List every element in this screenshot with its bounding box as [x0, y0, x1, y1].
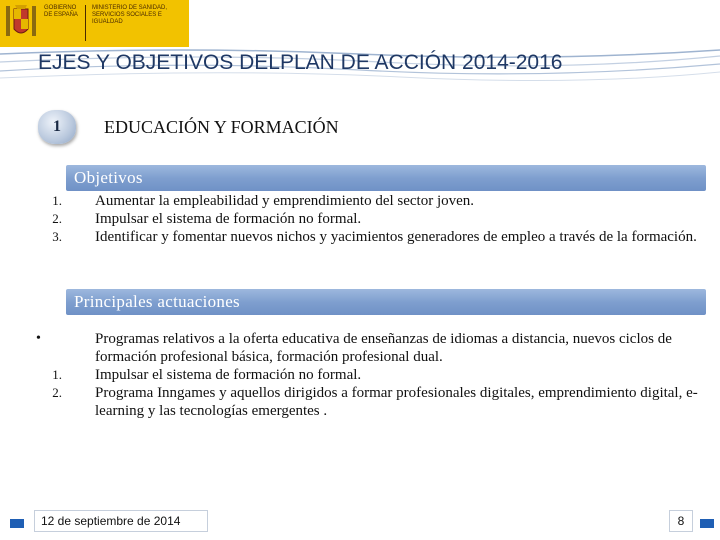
- list-item-text: Aumentar la empleabilidad y emprendimiento del sector joven.: [95, 193, 475, 209]
- list-marker: 1.: [52, 193, 62, 208]
- actuaciones-header-bar: [66, 289, 706, 315]
- list-item: [52, 210, 706, 228]
- list-item-text: Impulsar el sistema de formación no formal.: [95, 211, 362, 227]
- logo-divider: [85, 5, 86, 41]
- list-marker: 1.: [52, 367, 62, 382]
- slide-title: EJES Y OBJETIVOS DELPLAN DE ACCIÓN 2014-2016: [38, 51, 563, 74]
- ministry-label: MINISTERIO DE SANIDAD, SERVICIOS SOCIALES E IGUALDAD: [92, 5, 168, 25]
- section-title: EDUCACIÓN Y FORMACIÓN: [104, 117, 339, 137]
- list-item: [52, 192, 706, 210]
- list-item: [52, 228, 706, 246]
- list-item-text: Programa Inngames y aquellos dirigidos a formar profesionales digitales, emprendimiento digital, e-learning y las tecnologías emergentes .: [95, 385, 698, 419]
- list-item: [52, 366, 706, 384]
- list-item-text: Identificar y fomentar nuevos nichos y yacimientos generadores de empleo a través de la formación.: [95, 229, 697, 245]
- footer-square-left: [10, 519, 24, 528]
- header-bar: [0, 0, 720, 47]
- list-item-text: Programas relativos a la oferta educativa de enseñanzas de idiomas a distancia, nuevos ciclos de formación profesional básica, formación profesional dual.: [95, 331, 672, 365]
- list-item: [36, 330, 706, 366]
- list-item: [52, 384, 706, 420]
- actuaciones-heading: Principales actuaciones: [74, 292, 240, 311]
- page-number: 8: [669, 510, 693, 532]
- footer-date: 12 de septiembre de 2014: [34, 510, 208, 532]
- objetivos-header-bar: [66, 165, 706, 191]
- government-logo: [0, 0, 189, 47]
- objetivos-heading: Objetivos: [74, 168, 143, 187]
- list-item-text: Impulsar el sistema de formación no formal.: [95, 367, 362, 383]
- objetivos-list: [52, 192, 706, 246]
- footer-square-right: [700, 519, 714, 528]
- actuaciones-list: [36, 330, 706, 420]
- bullet-marker: •: [36, 331, 41, 346]
- government-label: GOBIERNO DE ESPAÑA: [44, 5, 78, 18]
- list-marker: 2.: [52, 385, 62, 400]
- list-marker: 3.: [52, 229, 62, 244]
- coat-of-arms-icon: [4, 3, 38, 43]
- section-number-badge: 1: [38, 110, 76, 144]
- list-marker: 2.: [52, 211, 62, 226]
